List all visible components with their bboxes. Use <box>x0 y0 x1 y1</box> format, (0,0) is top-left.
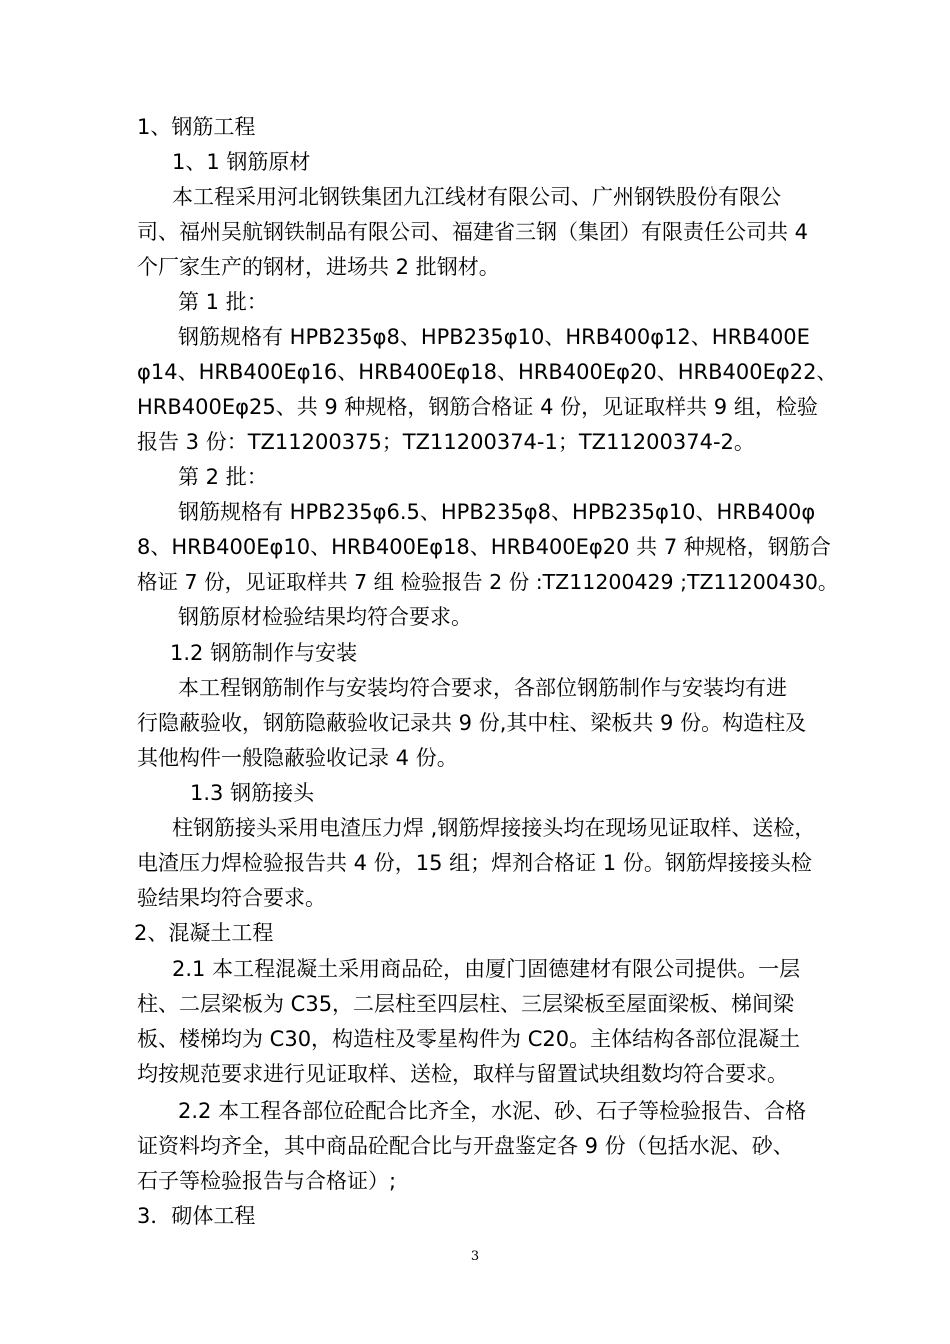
paragraph-line: 验结果均符合要求。 <box>137 886 326 910</box>
section-heading-concrete: 2、混凝土工程 <box>134 921 274 945</box>
subsection-heading-joints: 1.3 钢筋接头 <box>190 781 315 805</box>
paragraph-line: 钢筋规格有 HPB235φ6.5、HPB235φ8、HPB235φ10、HRB400φ <box>178 500 816 524</box>
paragraph-line: 格证 7 份，见证取样共 7 组 检验报告 2 份 :TZ11200429 ;TZ11200430。 <box>137 570 839 594</box>
paragraph-line: 证资料均齐全，其中商品砼配合比与开盘鉴定各 9 份（包括水泥、砂、 <box>137 1134 794 1158</box>
paragraph-line: 电渣压力焊检验报告共 4 份，15 组；焊剂合格证 1 份。钢筋焊接接头检 <box>137 851 812 875</box>
batch-2-heading: 第 2 批： <box>178 465 268 489</box>
paragraph-line: 柱钢筋接头采用电渣压力焊 ,钢筋焊接接头均在现场见证取样、送检， <box>172 816 816 840</box>
paragraph-line: 钢筋规格有 HPB235φ8、HPB235φ10、HRB400φ12、HRB400E <box>178 325 810 349</box>
paragraph-line: 柱、二层梁板为 C35，二层柱至四层柱、三层梁板至屋面梁板、梯间梁 <box>137 992 795 1016</box>
paragraph-line: φ14、HRB400Eφ16、HRB400Eφ18、HRB400Eφ20、HRB400Eφ22、 <box>137 360 838 384</box>
paragraph-line: 石子等检验报告与合格证）; <box>137 1169 397 1193</box>
paragraph-line: 个厂家生产的钢材，进场共 2 批钢材。 <box>137 255 500 279</box>
paragraph-line: 本工程采用河北钢铁集团九江线材有限公司、广州钢铁股份有限公 <box>172 185 781 209</box>
page-number: 3 <box>470 1249 480 1264</box>
batch-1-heading: 第 1 批： <box>178 290 268 314</box>
subsection-heading-fabrication: 1.2 钢筋制作与安装 <box>170 641 358 665</box>
paragraph-line: 钢筋原材检验结果均符合要求。 <box>178 605 472 629</box>
paragraph-line: 司、福州吴航钢铁制品有限公司、福建省三钢（集团）有限责任公司共 4 <box>137 220 809 244</box>
paragraph-line: 行隐蔽验收，钢筋隐蔽验收记录共 9 份,其中柱、梁板共 9 份。构造柱及 <box>137 711 807 735</box>
paragraph-line: HRB400Eφ25、共 9 种规格，钢筋合格证 4 份，见证取样共 9 组，检验 <box>137 395 818 419</box>
paragraph-line: 均按规范要求进行见证取样、送检，取样与留置试块组数均符合要求。 <box>137 1062 788 1086</box>
paragraph-line: 本工程钢筋制作与安装均符合要求，各部位钢筋制作与安装均有进 <box>178 676 787 700</box>
paragraph-line: 报告 3 份：TZ11200375；TZ11200374-1；TZ11200374-2。 <box>137 430 755 454</box>
paragraph-line: 板、楼梯均为 C30，构造柱及零星构件为 C20。主体结构各部位混凝土 <box>137 1027 801 1051</box>
paragraph-line: 2.2 本工程各部位砼配合比齐全，水泥、砂、石子等检验报告、合格 <box>178 1099 807 1123</box>
paragraph-line: 8、HRB400Eφ10、HRB400Eφ18、HRB400Eφ20 共 7 种规格，钢筋合 <box>137 535 831 559</box>
section-heading-masonry: 3．砌体工程 <box>137 1204 256 1228</box>
paragraph-line: 2.1 本工程混凝土采用商品砼，由厦门固德建材有限公司提供。一层 <box>172 957 801 981</box>
section-heading-steel: 1、钢筋工程 <box>137 115 256 139</box>
subsection-heading-raw-material: 1、1 钢筋原材 <box>172 150 311 174</box>
paragraph-line: 其他构件一般隐蔽验收记录 4 份。 <box>137 746 458 770</box>
